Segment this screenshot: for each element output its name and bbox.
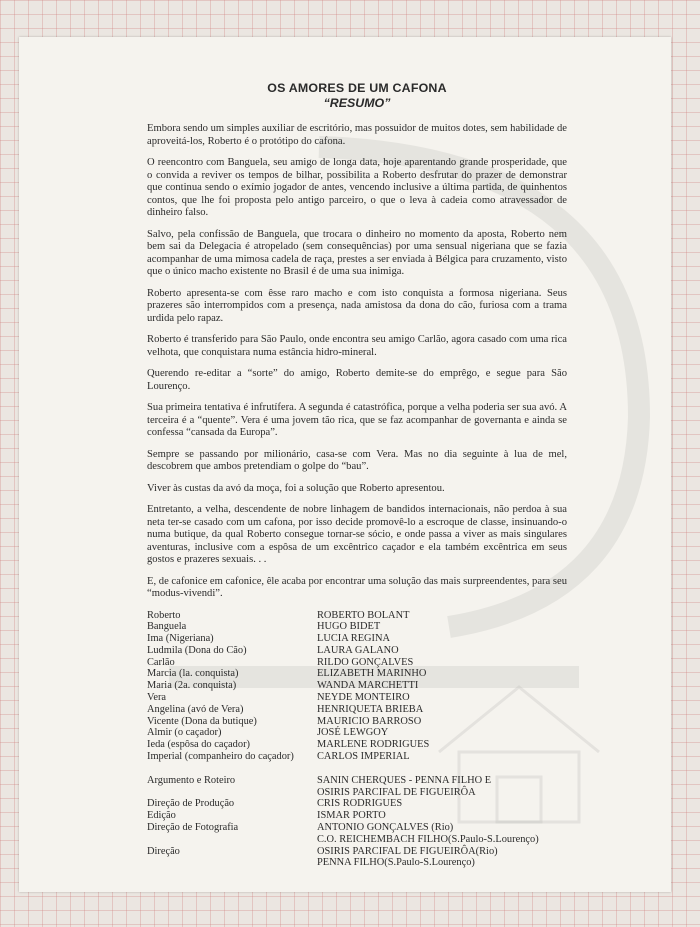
cast-row <box>147 727 567 739</box>
cast-row <box>147 610 567 622</box>
crew-name: PENNA FILHO(S.Paulo-S.Lourenço) <box>317 857 475 869</box>
crew-role <box>147 857 317 869</box>
paragraph: Querendo re-editar a “sorte” do amigo, Roberto demite-se do emprêgo, e segue para São Lourenço. <box>147 368 567 392</box>
cast-row <box>147 633 567 645</box>
paragraph: Sempre se passando por milionário, casa-se com Vera. Mas no dia seguinte à lua de mel, descobrem que ambos pretendiam o golpe do “bau”. <box>147 448 567 472</box>
paragraph: Embora sendo um simples auxiliar de escritório, mas possuidor de muitos dotes, sem habilidade de aproveitá-los, Roberto é o protótipo do cafona. <box>147 123 567 147</box>
cast-row <box>147 621 567 633</box>
actor-name: RILDO GONÇALVES <box>317 656 414 668</box>
actor-name: LUCIA REGINA <box>317 633 391 645</box>
crew-role: Direção de Produção <box>147 798 235 810</box>
character-name: Maria (2a. conquista) <box>147 680 237 692</box>
crew-role: Direção <box>147 845 180 857</box>
spacer <box>147 763 567 775</box>
document-subtitle: “RESUMO” <box>323 96 391 110</box>
cast-row <box>147 739 567 751</box>
crew-name: ISMAR PORTO <box>317 810 386 822</box>
crew-name: CRIS RODRIGUES <box>317 798 403 810</box>
actor-name: MARLENE RODRIGUES <box>317 739 430 751</box>
crew-row <box>147 775 567 787</box>
crew-name: OSIRIS PARCIFAL DE FIGUEIRÔA(Rio) <box>317 845 498 857</box>
crew-name: C.O. REICHEMBACH FILHO(S.Paulo-S.Lourenço) <box>317 833 539 845</box>
cast-row <box>147 657 567 669</box>
actor-name: LAURA GALANO <box>317 644 399 656</box>
actor-name: MAURICIO BARROSO <box>317 715 422 727</box>
cast-row <box>147 645 567 657</box>
cast-list <box>147 610 567 763</box>
cast-row <box>147 668 567 680</box>
character-name: Carlão <box>147 656 175 668</box>
character-name: Angelina (avó de Vera) <box>147 703 244 715</box>
cast-row <box>147 680 567 692</box>
paragraph: O reencontro com Banguela, seu amigo de longa data, hoje aparentando grande prosperidade, que o convida a reviver os tempos de bilhar, possibilita a Roberto desfrutar do prazer de demonstrar que continua sendo o exímio jogador de antes, vencendo inclusive a última partida, de quinhentos contos, que lhe foi proposta pelo antigo parceiro, o que o leva à cadeia como atravessador de dinheiro falso. <box>147 157 567 218</box>
crew-role <box>147 787 317 799</box>
crew-row <box>147 857 567 869</box>
document-sheet <box>19 37 671 892</box>
actor-name: ROBERTO BOLANT <box>317 609 410 621</box>
synopsis <box>147 123 567 601</box>
cast-row <box>147 704 567 716</box>
actor-name: NEYDE MONTEIRO <box>317 692 410 704</box>
cast-row <box>147 692 567 704</box>
character-name: Roberto <box>147 609 181 621</box>
actor-name: JOSÉ LEWGOY <box>317 727 389 739</box>
paragraph: Roberto apresenta-se com êsse raro macho e com isto conquista a formosa nigeriana. Seus prazeres são interrompidos com a presença, nada amistosa da dona do cão, furiosa com a trama urdida pelo rapaz. <box>147 287 567 324</box>
character-name: Vicente (Dona da butique) <box>147 715 257 727</box>
character-name: Ima (Nigeriana) <box>147 633 214 645</box>
paragraph: Entretanto, a velha, descendente de nobre linhagem de bandidos internacionais, não perdoa à sua neta ter-se casado com um cafona, por isso decide promovê-lo a escroque de classe, insinuando-o numa butique, da qual Roberto consegue tornar-se sócio, e onde passa a viver as mais singulares aventuras, inclusive com a espôsa de um excêntrico caçador e ela também excêntrica em seus gostos e prazeres sexuais. . . <box>147 504 567 565</box>
character-name: Ieda (espôsa do caçador) <box>147 739 250 751</box>
crew-role: Argumento e Roteiro <box>147 774 236 786</box>
crew-name: OSIRIS PARCIFAL DE FIGUEIRÔA <box>317 786 476 798</box>
cast-row <box>147 751 567 763</box>
document-title: OS AMORES DE UM CAFONA <box>267 81 447 95</box>
crew-row <box>147 798 567 810</box>
character-name: Marcia (la. conquista) <box>147 668 239 680</box>
character-name: Ludmila (Dona do Cão) <box>147 644 247 656</box>
paragraph: Roberto é transferido para São Paulo, onde encontra seu amigo Carlão, agora casado com uma rica velhota, que conquistara numa estância hidro-mineral. <box>147 334 567 358</box>
character-name: Almir (o caçador) <box>147 727 222 739</box>
crew-row <box>147 787 567 799</box>
actor-name: CARLOS IMPERIAL <box>317 751 410 763</box>
crew-name: ANTONIO GONÇALVES (Rio) <box>317 822 454 834</box>
crew-role: Direção de Fotografia <box>147 822 239 834</box>
crew-row <box>147 822 567 834</box>
crew-row <box>147 834 567 846</box>
paragraph: Salvo, pela confissão de Banguela, que trocara o dinheiro no momento da aposta, Roberto nem bem sai da Delegacia é atropelado (sem consequências) por uma sensual nigeriana que se fazia acompanhar de uma mimosa cadela de raça, prestes a ser enviada à Bélgica para cruzamento, visto que o único macho existente no Brasil é de uma sua inimiga. <box>147 228 567 277</box>
paragraph: E, de cafonice em cafonice, êle acaba por encontrar uma solução das mais surpreendentes, para seu “modus-vivendi”. <box>147 575 568 599</box>
crew-row <box>147 846 567 858</box>
crew-role: Edição <box>147 810 176 822</box>
document-content <box>147 81 567 869</box>
paragraph: Sua primeira tentativa é infrutífera. A segunda é catastrófica, porque a velha poderia ser sua avó. A terceira é a “quente”. Vera é uma jovem tão rica, que se faz acompanhar de governanta e ainda se confessa “cansada da Europa”. <box>147 402 567 438</box>
character-name: Vera <box>147 692 167 704</box>
cast-row <box>147 716 567 728</box>
paragraph: Viver às custas da avó da moça, foi a solução que Roberto apresentou. <box>147 482 445 494</box>
actor-name: HUGO BIDET <box>317 621 381 633</box>
actor-name: WANDA MARCHETTI <box>317 680 419 692</box>
actor-name: ELIZABETH MARINHO <box>317 668 427 680</box>
crew-row <box>147 810 567 822</box>
crew-list <box>147 775 567 869</box>
actor-name: HENRIQUETA BRIEBA <box>317 703 424 715</box>
crew-role <box>147 834 317 846</box>
character-name: Banguela <box>147 621 187 633</box>
crew-name: SANIN CHERQUES - PENNA FILHO E <box>317 774 492 786</box>
character-name: Imperial (companheiro do caçador) <box>147 751 294 763</box>
